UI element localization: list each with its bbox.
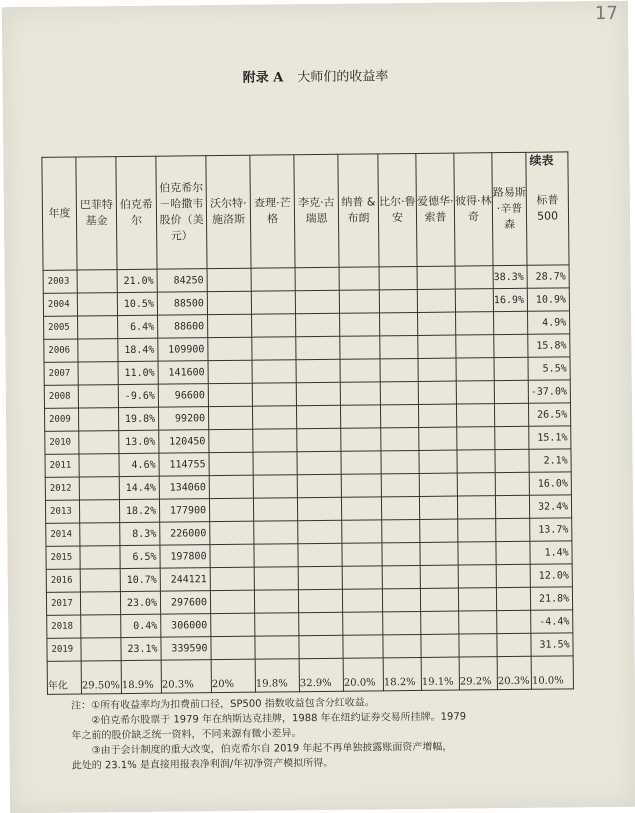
annualized-buffett: 29.50% xyxy=(81,661,121,694)
cell-price: 99200 xyxy=(158,407,208,431)
cell-thorp xyxy=(421,611,459,634)
continued-label: 续表 xyxy=(529,153,554,168)
annualized-simpson: 20.3% xyxy=(497,656,531,689)
footnote-2: ②伯克希尔股票于 1979 年在纳斯达克挂牌，1988 年在纽约证券交易所挂牌。1979 xyxy=(91,711,467,727)
cell-thorp xyxy=(418,312,456,335)
cell-simpson xyxy=(497,610,531,633)
cell-lynch xyxy=(458,588,496,611)
cell-simpson xyxy=(494,334,528,357)
cell-year: 2017 xyxy=(46,592,80,615)
cell-berk: 23.0% xyxy=(120,591,160,614)
cell-thorp xyxy=(419,427,457,450)
cell-thorp xyxy=(418,335,456,358)
cell-sp: 5.5% xyxy=(528,357,570,380)
cell-sp: 26.5% xyxy=(529,403,571,426)
cell-munger xyxy=(253,452,297,475)
cell-simpson: 16.9% xyxy=(493,288,527,311)
cell-berk: 18.2% xyxy=(119,499,159,522)
cell-simpson: 38.3% xyxy=(493,265,527,288)
annualized-lynch: 29.2% xyxy=(459,657,497,690)
cell-schloss xyxy=(211,636,255,659)
cell-simpson xyxy=(494,311,528,334)
cell-ruane xyxy=(382,542,420,565)
cell-knapp xyxy=(343,635,383,658)
annualized-berkshire: 18.9% xyxy=(121,660,161,693)
cell-sp: 10.9% xyxy=(527,288,569,311)
cell-berk: 6.4% xyxy=(118,315,158,338)
cell-ruane xyxy=(380,358,418,381)
cell-simpson xyxy=(496,541,530,564)
cell-price: 84250 xyxy=(157,269,207,293)
annualized-row xyxy=(47,656,573,695)
cell-thorp xyxy=(417,289,455,312)
col-header-knapp-browne: 纳普 & 布朗 xyxy=(338,154,379,267)
cell-sp: 31.5% xyxy=(531,633,573,656)
cell-ruane xyxy=(381,450,419,473)
cell-knapp xyxy=(340,313,380,336)
cell-price: 297600 xyxy=(160,591,210,615)
cell-thorp xyxy=(420,588,458,611)
cell-schloss xyxy=(210,590,254,613)
cell-buffett xyxy=(80,523,120,546)
cell-munger xyxy=(252,406,296,429)
cell-munger xyxy=(252,314,296,337)
cell-sp: 4.9% xyxy=(528,311,570,334)
cell-guerin xyxy=(296,382,340,405)
col-header-schloss: 沃尔特·施洛斯 xyxy=(206,155,251,268)
cell-thorp xyxy=(418,358,456,381)
cell-munger xyxy=(254,544,298,567)
cell-ruane xyxy=(381,496,419,519)
cell-price: 177900 xyxy=(159,499,209,523)
cell-thorp xyxy=(420,542,458,565)
cell-thorp xyxy=(418,381,456,404)
cell-year: 2013 xyxy=(45,500,79,523)
page-header xyxy=(2,63,628,89)
cell-knapp xyxy=(342,543,382,566)
cell-munger xyxy=(252,383,296,406)
cell-ruane xyxy=(380,404,418,427)
cell-berk: 8.3% xyxy=(120,522,160,545)
cell-buffett xyxy=(78,339,118,362)
cell-year: 2010 xyxy=(45,431,79,454)
cell-schloss xyxy=(208,383,252,406)
cell-sp: 16.0% xyxy=(529,472,571,495)
cell-ruane xyxy=(381,473,419,496)
annualized-price: 20.3% xyxy=(161,660,211,694)
cell-schloss xyxy=(210,544,254,567)
cell-buffett xyxy=(80,546,120,569)
cell-berk: 10.5% xyxy=(117,292,157,315)
cell-price: 244121 xyxy=(160,568,210,592)
cell-year: 2009 xyxy=(44,408,78,431)
cell-guerin xyxy=(299,635,343,658)
cell-lynch xyxy=(459,634,497,657)
cell-munger xyxy=(251,291,295,314)
cell-berk: 4.6% xyxy=(119,453,159,476)
cell-year: 2015 xyxy=(46,546,80,569)
cell-knapp xyxy=(341,474,381,497)
cell-berk: 18.4% xyxy=(118,338,158,361)
col-header-lynch: 彼得·林奇 xyxy=(454,153,493,266)
cell-buffett xyxy=(78,316,118,339)
cell-lynch xyxy=(457,496,495,519)
cell-buffett xyxy=(78,385,118,408)
cell-ruane xyxy=(379,266,417,289)
cell-munger xyxy=(252,337,296,360)
cell-ruane xyxy=(382,565,420,588)
cell-knapp xyxy=(339,267,379,290)
cell-schloss xyxy=(208,406,252,429)
cell-sp: 15.1% xyxy=(529,426,571,449)
cell-guerin xyxy=(297,428,341,451)
cell-berk: 6.5% xyxy=(120,545,160,568)
cell-ruane xyxy=(379,289,417,312)
cell-thorp xyxy=(420,565,458,588)
cell-year: 2016 xyxy=(46,569,80,592)
cell-munger xyxy=(254,590,298,613)
table-body xyxy=(43,265,573,661)
cell-year: 2004 xyxy=(43,293,77,316)
cell-simpson xyxy=(496,518,530,541)
cell-price: 197800 xyxy=(160,545,210,569)
cell-year: 2005 xyxy=(44,316,78,339)
cell-knapp xyxy=(341,497,381,520)
cell-sp: 2.1% xyxy=(529,449,571,472)
cell-thorp xyxy=(420,519,458,542)
footnote-3: ③由于会计制度的重大改变，伯克希尔自 2019 年起不再单独披露账面资产增幅， xyxy=(91,741,453,757)
cell-guerin xyxy=(298,520,342,543)
cell-guerin xyxy=(295,290,339,313)
cell-buffett xyxy=(79,477,119,500)
cell-buffett xyxy=(77,293,117,316)
cell-price: 134060 xyxy=(159,476,209,500)
cell-simpson xyxy=(494,380,528,403)
cell-year: 2012 xyxy=(45,477,79,500)
col-header-munger: 查理·芒格 xyxy=(250,155,295,268)
annualized-schloss: 20% xyxy=(211,659,255,692)
cell-schloss xyxy=(209,475,253,498)
cell-simpson xyxy=(496,564,530,587)
cell-munger xyxy=(252,360,296,383)
cell-ruane xyxy=(382,588,420,611)
cell-buffett xyxy=(80,592,120,615)
cell-lynch xyxy=(456,358,494,381)
cell-guerin xyxy=(297,451,341,474)
cell-munger xyxy=(255,613,299,636)
cell-lynch xyxy=(458,542,496,565)
cell-price: 120450 xyxy=(159,430,209,454)
cell-knapp xyxy=(342,589,382,612)
cell-lynch xyxy=(456,312,494,335)
cell-munger xyxy=(253,475,297,498)
cell-guerin xyxy=(296,405,340,428)
col-header-buffett: 巴菲特基金 xyxy=(76,157,117,270)
cell-thorp xyxy=(418,404,456,427)
cell-sp: 32.4% xyxy=(530,495,572,518)
cell-thorp xyxy=(421,634,459,657)
annualized-sp500: 10.0% xyxy=(531,656,573,689)
cell-sp: 1.4% xyxy=(530,541,572,564)
cell-buffett xyxy=(79,454,119,477)
cell-sp: 13.7% xyxy=(530,518,572,541)
cell-berk: 19.8% xyxy=(118,407,158,430)
cell-ruane xyxy=(380,312,418,335)
cell-guerin xyxy=(297,497,341,520)
cell-schloss xyxy=(207,291,251,314)
cell-knapp xyxy=(340,336,380,359)
cell-buffett xyxy=(81,615,121,638)
cell-knapp xyxy=(340,405,380,428)
annualized-label: 年化 xyxy=(47,661,81,694)
col-header-thorp: 爱德华·索普 xyxy=(416,153,455,266)
cell-simpson xyxy=(497,633,531,656)
cell-knapp xyxy=(343,612,383,635)
annualized-ruane: 18.2% xyxy=(383,657,421,690)
cell-buffett xyxy=(78,362,118,385)
cell-lynch xyxy=(456,335,494,358)
cell-price: 114755 xyxy=(159,453,209,477)
cell-year: 2003 xyxy=(43,270,77,293)
cell-ruane xyxy=(383,634,421,657)
col-header-berkshire: 伯克希尔 xyxy=(116,156,157,269)
cell-munger xyxy=(253,498,297,521)
cell-thorp xyxy=(419,473,457,496)
cell-buffett xyxy=(79,431,119,454)
cell-lynch xyxy=(458,519,496,542)
cell-lynch xyxy=(459,611,497,634)
cell-price: 306000 xyxy=(161,614,211,638)
cell-year: 2006 xyxy=(44,339,78,362)
cell-berk: 13.0% xyxy=(119,430,159,453)
cell-simpson xyxy=(496,587,530,610)
cell-lynch xyxy=(455,266,493,289)
col-header-guerin: 李克·古瑞恩 xyxy=(294,154,339,267)
cell-price: 88600 xyxy=(158,315,208,339)
footnote-1: 注：①所有收益率均为扣费前口径，SP500 指数收益包含分红收益。 xyxy=(71,697,375,712)
annualized-thorp: 19.1% xyxy=(421,657,459,690)
cell-guerin xyxy=(298,589,342,612)
annualized-munger: 19.8% xyxy=(255,659,299,692)
cell-lynch xyxy=(456,404,494,427)
cell-sp: 12.0% xyxy=(530,564,572,587)
cell-lynch xyxy=(457,427,495,450)
col-header-berkshire-price: 伯克希尔－哈撒韦股价（美元） xyxy=(156,156,207,270)
cell-ruane xyxy=(383,611,421,634)
appendix-title: 大师们的收益率 xyxy=(297,69,389,86)
cell-ruane xyxy=(381,427,419,450)
annualized-knapp-browne: 20.0% xyxy=(343,658,383,691)
cell-schloss xyxy=(211,613,255,636)
cell-guerin xyxy=(296,359,340,382)
cell-year: 2008 xyxy=(44,385,78,408)
cell-guerin xyxy=(296,336,340,359)
cell-munger xyxy=(254,567,298,590)
footnotes xyxy=(71,694,552,774)
cell-guerin xyxy=(295,267,339,290)
cell-price: 96600 xyxy=(158,384,208,408)
cell-sp: 15.8% xyxy=(528,334,570,357)
cell-sp: -4.4% xyxy=(531,610,573,633)
cell-guerin xyxy=(297,474,341,497)
cell-schloss xyxy=(209,429,253,452)
cell-berk: 10.7% xyxy=(120,568,160,591)
footnote-3-cont: 此处的 23.1% 是直接用报表净利润/年初净资产模拟所得。 xyxy=(71,757,334,772)
cell-knapp xyxy=(340,382,380,405)
cell-lynch xyxy=(455,289,493,312)
cell-ruane xyxy=(382,519,420,542)
cell-knapp xyxy=(341,428,381,451)
cell-schloss xyxy=(210,521,254,544)
cell-munger xyxy=(255,636,299,659)
cell-guerin xyxy=(296,313,340,336)
footnote-2-cont: 年之前的股价缺乏统一资料，不同来源有微小差异。 xyxy=(71,728,302,742)
cell-price: 141600 xyxy=(158,361,208,385)
cell-year: 2018 xyxy=(47,615,81,638)
col-header-year: 年度 xyxy=(42,157,77,270)
cell-guerin xyxy=(298,543,342,566)
cell-schloss xyxy=(210,567,254,590)
cell-buffett xyxy=(77,270,117,293)
cell-year: 2011 xyxy=(45,454,79,477)
cell-schloss xyxy=(209,452,253,475)
cell-berk: 21.0% xyxy=(117,269,157,292)
cell-berk: 0.4% xyxy=(121,614,161,637)
cell-munger xyxy=(254,521,298,544)
cell-buffett xyxy=(80,569,120,592)
cell-ruane xyxy=(380,335,418,358)
cell-buffett xyxy=(81,638,121,661)
cell-thorp xyxy=(419,496,457,519)
cell-lynch xyxy=(457,473,495,496)
appendix-label: 附录 A xyxy=(242,70,284,86)
cell-ruane xyxy=(380,381,418,404)
book-page xyxy=(2,1,635,813)
page-mark: 17 xyxy=(594,2,619,25)
annualized-guerin: 32.9% xyxy=(299,658,343,691)
cell-price: 88500 xyxy=(157,292,207,316)
cell-price: 339590 xyxy=(161,637,211,661)
col-header-simpson: 路易斯·辛普森 xyxy=(492,152,527,265)
cell-berk: 23.1% xyxy=(121,637,161,660)
cell-simpson xyxy=(495,426,529,449)
col-header-sp500: 标普500 xyxy=(526,152,569,265)
cell-price: 226000 xyxy=(160,522,210,546)
cell-schloss xyxy=(208,314,252,337)
cell-lynch xyxy=(457,450,495,473)
cell-lynch xyxy=(458,565,496,588)
cell-sp: -37.0% xyxy=(528,380,570,403)
cell-berk: -9.6% xyxy=(118,384,158,407)
cell-sp: 21.8% xyxy=(531,587,573,610)
returns-table xyxy=(41,151,574,694)
cell-guerin xyxy=(299,612,343,635)
cell-schloss xyxy=(209,498,253,521)
cell-year: 2007 xyxy=(44,362,78,385)
cell-simpson xyxy=(494,403,528,426)
cell-buffett xyxy=(78,408,118,431)
table-header-row xyxy=(42,152,569,271)
cell-year: 2014 xyxy=(46,523,80,546)
cell-schloss xyxy=(208,337,252,360)
cell-simpson xyxy=(495,472,529,495)
cell-schloss xyxy=(208,360,252,383)
cell-guerin xyxy=(298,566,342,589)
cell-knapp xyxy=(340,359,380,382)
cell-knapp xyxy=(339,290,379,313)
cell-year: 2019 xyxy=(47,638,81,661)
cell-schloss xyxy=(207,268,251,291)
cell-thorp xyxy=(417,266,455,289)
cell-buffett xyxy=(79,500,119,523)
cell-lynch xyxy=(456,381,494,404)
cell-berk: 11.0% xyxy=(118,361,158,384)
cell-thorp xyxy=(419,450,457,473)
cell-simpson xyxy=(495,495,529,518)
cell-simpson xyxy=(495,449,529,472)
col-header-ruane: 比尔·鲁安 xyxy=(378,153,417,266)
cell-knapp xyxy=(342,520,382,543)
cell-simpson xyxy=(494,357,528,380)
cell-berk: 14.4% xyxy=(119,476,159,499)
cell-sp: 28.7% xyxy=(527,265,569,288)
cell-knapp xyxy=(341,451,381,474)
cell-munger xyxy=(251,268,295,291)
cell-munger xyxy=(253,429,297,452)
cell-knapp xyxy=(342,566,382,589)
cell-price: 109900 xyxy=(158,338,208,362)
